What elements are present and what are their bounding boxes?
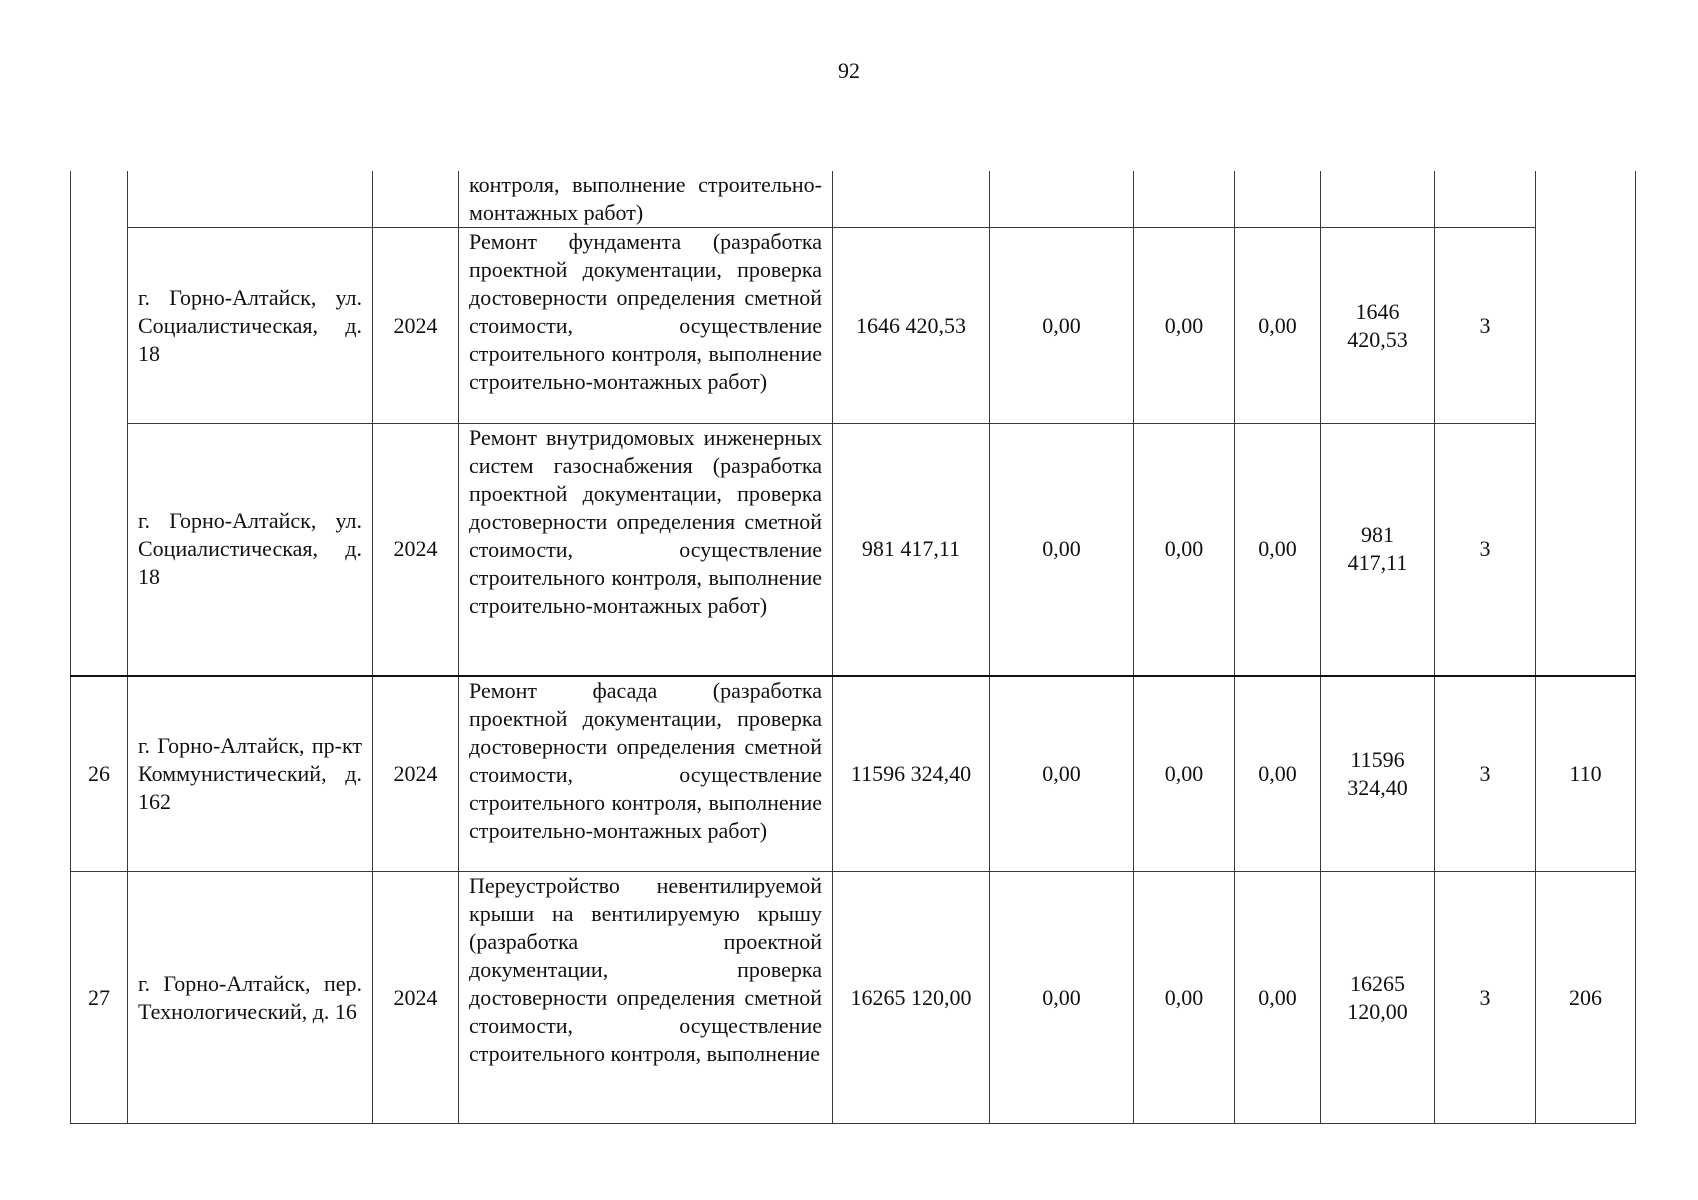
year-cell bbox=[373, 171, 459, 228]
extra-cell bbox=[1536, 171, 1636, 676]
value-cell bbox=[990, 171, 1134, 228]
work-description-cell: Ремонт фасада (разработка проектной документации, проверка достоверности определения сметной стоимости, осуществление строительного контроля, выполнение строительно-монтажных работ) bbox=[459, 676, 833, 872]
table-row bbox=[71, 171, 1636, 228]
cost-cell: 16265 120,00 bbox=[833, 872, 990, 1124]
value-cell: 0,00 bbox=[1134, 676, 1235, 872]
value-cell: 0,00 bbox=[990, 228, 1134, 424]
cost-cell: 11596 324,40 bbox=[833, 676, 990, 872]
address-cell: г. Горно-Алтайск, пер. Технологический, д. 16 bbox=[128, 872, 373, 1124]
row-number-cell bbox=[71, 171, 128, 676]
extra-cell: 206 bbox=[1536, 872, 1636, 1124]
total-cell: 16265 120,00 bbox=[1321, 872, 1435, 1124]
value-cell: 0,00 bbox=[990, 424, 1134, 676]
value-cell: 0,00 bbox=[1235, 228, 1321, 424]
address-cell: г. Горно-Алтайск, ул. Социалистическая, д. 18 bbox=[128, 228, 373, 424]
work-description-cell: Ремонт внутридомовых инженерных систем газоснабжения (разработка проектной документации, проверка достоверности определения сметной стоимости, осуществление строительного контроля, выполнение строительно-монтажных работ) bbox=[459, 424, 833, 676]
address-cell bbox=[128, 171, 373, 228]
total-cell: 11596 324,40 bbox=[1321, 676, 1435, 872]
level-cell: 3 bbox=[1435, 228, 1536, 424]
page-number: 92 bbox=[838, 58, 860, 83]
address-cell: г. Горно-Алтайск, пр-кт Коммунистический, д. 162 bbox=[128, 676, 373, 872]
level-cell: 3 bbox=[1435, 676, 1536, 872]
year-cell: 2024 bbox=[373, 676, 459, 872]
level-cell bbox=[1435, 171, 1536, 228]
value-cell: 0,00 bbox=[1235, 676, 1321, 872]
work-description-cell: Переустройство невентилируемой крыши на вентилируемую крышу (разработка проектной документации, проверка достоверности определения сметной стоимости, осуществление строительного контроля, выполнение bbox=[459, 872, 833, 1124]
row-number-cell: 27 bbox=[71, 872, 128, 1124]
cost-cell bbox=[833, 171, 990, 228]
value-cell: 0,00 bbox=[1235, 872, 1321, 1124]
value-cell bbox=[1235, 171, 1321, 228]
work-description-cell: Ремонт фундамента (разработка проектной документации, проверка достоверности определения сметной стоимости, осуществление строительного контроля, выполнение строительно-монтажных работ) bbox=[459, 228, 833, 424]
total-cell bbox=[1321, 171, 1435, 228]
year-cell: 2024 bbox=[373, 424, 459, 676]
value-cell bbox=[1134, 171, 1235, 228]
total-cell: 981 417,11 bbox=[1321, 424, 1435, 676]
extra-cell: 110 bbox=[1536, 676, 1636, 872]
cost-cell: 981 417,11 bbox=[833, 424, 990, 676]
row-number-cell: 26 bbox=[71, 676, 128, 872]
value-cell: 0,00 bbox=[1134, 872, 1235, 1124]
work-description-cell: контроля, выполнение строительно-монтажных работ) bbox=[459, 171, 833, 228]
table-row bbox=[71, 424, 1636, 676]
value-cell: 0,00 bbox=[1134, 424, 1235, 676]
value-cell: 0,00 bbox=[990, 676, 1134, 872]
level-cell: 3 bbox=[1435, 872, 1536, 1124]
total-cell: 1646 420,53 bbox=[1321, 228, 1435, 424]
level-cell: 3 bbox=[1435, 424, 1536, 676]
table-row bbox=[71, 228, 1636, 424]
table-row bbox=[71, 872, 1636, 1124]
year-cell: 2024 bbox=[373, 872, 459, 1124]
year-cell: 2024 bbox=[373, 228, 459, 424]
cost-cell: 1646 420,53 bbox=[833, 228, 990, 424]
table-row bbox=[71, 676, 1636, 872]
value-cell: 0,00 bbox=[1134, 228, 1235, 424]
address-cell: г. Горно-Алтайск, ул. Социалистическая, д. 18 bbox=[128, 424, 373, 676]
value-cell: 0,00 bbox=[1235, 424, 1321, 676]
value-cell: 0,00 bbox=[990, 872, 1134, 1124]
work-schedule-table bbox=[70, 171, 1636, 1124]
